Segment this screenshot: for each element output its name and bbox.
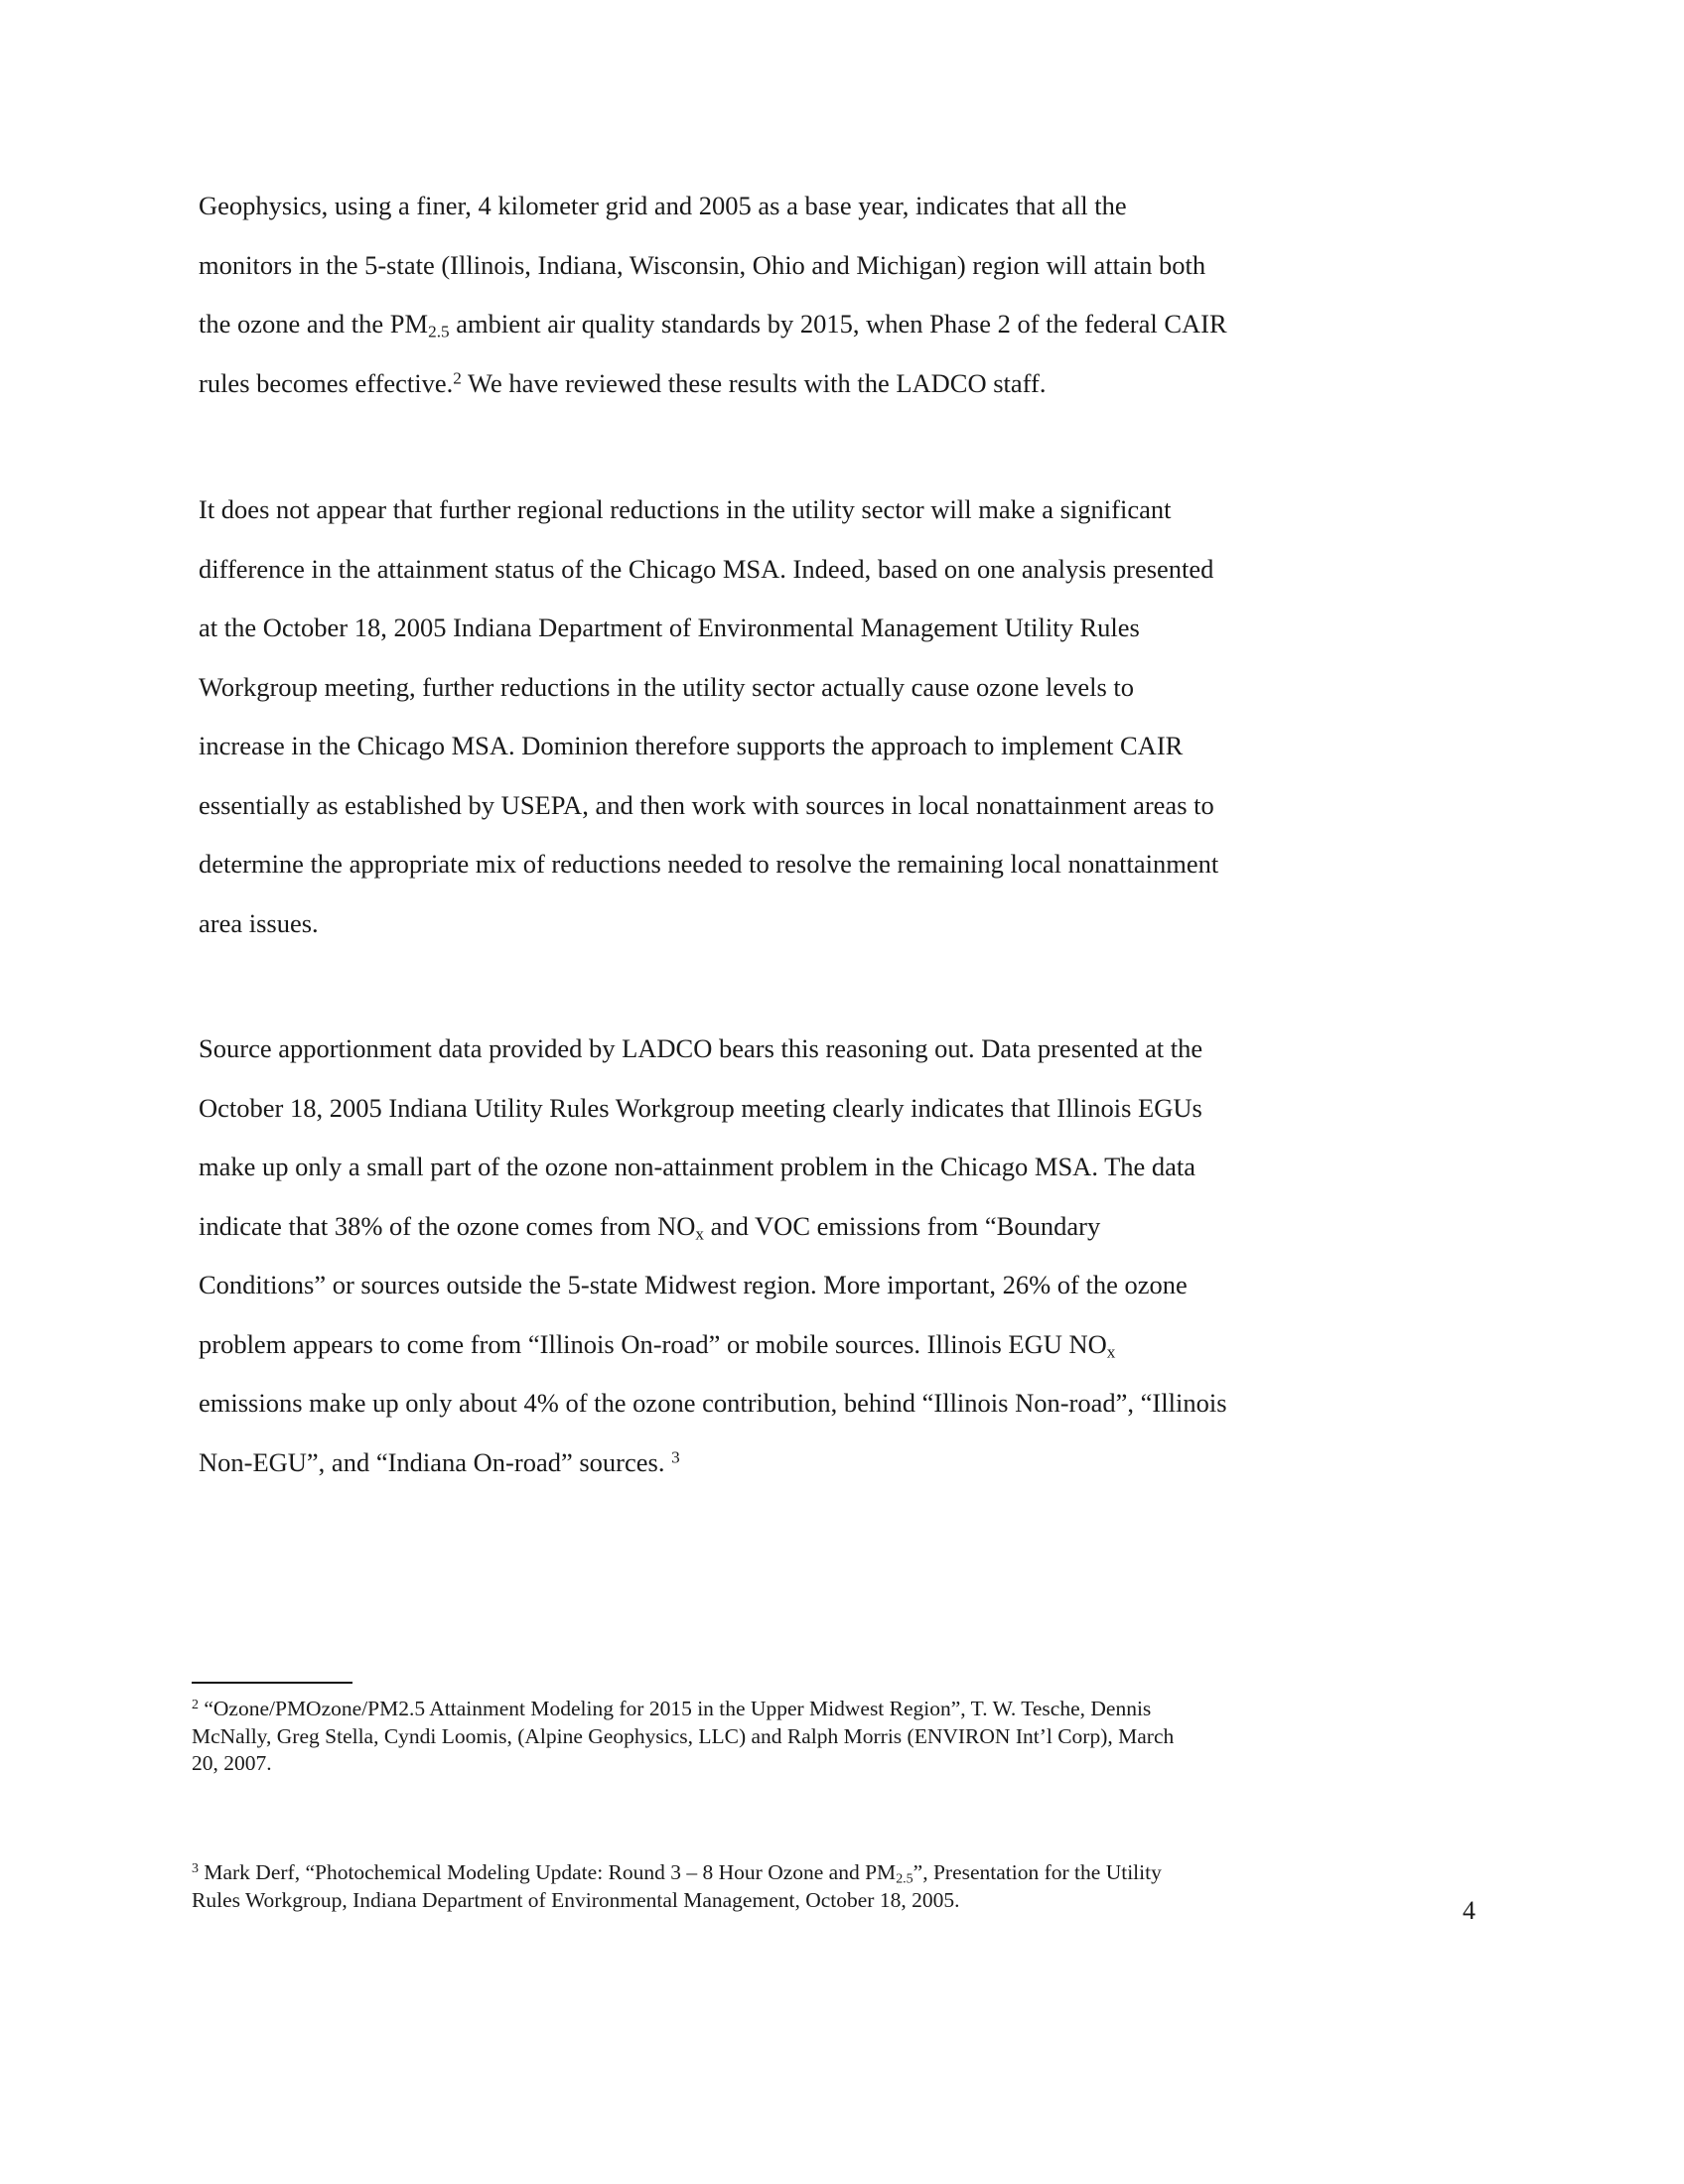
paragraph-modeling-results [199, 177, 1227, 413]
subscript: 2.5 [428, 322, 450, 341]
footnote-mark: 3 [192, 1861, 199, 1877]
text-line [199, 1197, 1227, 1257]
text: problem appears to come from “Illinois On-road” or mobile sources. Illinois EGU NO [199, 1328, 1107, 1359]
text-line: 20, 2007. [192, 1751, 272, 1775]
text-line: Rules Workgroup, Indiana Department of Environmental Management, October 18, 2005. [192, 1887, 960, 1912]
subscript: x [1106, 1341, 1116, 1361]
text-line: Workgroup meeting, further reductions in the utility sector actually cause ozone levels to [199, 671, 1135, 702]
text: the ozone and the PM [199, 309, 429, 339]
footnote-ref-3[interactable]: 3 [671, 1446, 680, 1466]
text: Mark Derf, “Photochemical Modeling Update: Round 3 – 8 Hour Ozone and PM [198, 1860, 897, 1884]
text: ”, Presentation for the Utility [912, 1860, 1162, 1884]
text-line [199, 354, 1227, 414]
text-line: at the October 18, 2005 Indiana Department of Environmental Management Utility Rules [199, 613, 1140, 642]
text-line: essentially as established by USEPA, and then work with sources in local nonattainment areas to [199, 789, 1214, 820]
footnote-2 [192, 1696, 1482, 1778]
text-line [192, 1859, 1482, 1887]
footnote-ref-2[interactable]: 2 [453, 367, 462, 387]
footnote-3 [192, 1859, 1482, 1914]
text-line [199, 295, 1227, 354]
text-line: monitors in the 5-state (Illinois, Indiana, Wisconsin, Ohio and Michigan) region will attain both [199, 249, 1206, 280]
text: indicate that 38% of the ozone comes from NO [199, 1210, 696, 1241]
text-line [192, 1696, 1482, 1723]
text: rules becomes effective. [199, 367, 454, 398]
subscript: x [695, 1223, 705, 1243]
text-line: make up only a small part of the ozone non-attainment problem in the Chicago MSA. The data [199, 1152, 1196, 1181]
text: ambient air quality standards by 2015, when Phase 2 of the federal CAIR [449, 309, 1227, 339]
text-line: determine the appropriate mix of reductions needed to resolve the remaining local nonattainment [199, 849, 1219, 879]
subscript: 2.5 [896, 1871, 913, 1887]
text-line [199, 1315, 1227, 1375]
text-line: Conditions” or sources outside the 5-state Midwest region. More important, 26% of the ozone [199, 1270, 1188, 1299]
text: “Ozone/PMOzone/PM2.5 Attainment Modeling for 2015 in the Upper Midwest Region”, T. W. Tesche, Dennis [198, 1697, 1152, 1720]
text-line: Source apportionment data provided by LADCO bears this reasoning out. Data presented at the [199, 1033, 1203, 1063]
text-line: Geophysics, using a finer, 4 kilometer grid and 2005 as a base year, indicates that all the [199, 191, 1127, 220]
text-line: difference in the attainment status of the Chicago MSA. Indeed, based on one analysis presented [199, 553, 1214, 584]
text-line [199, 1433, 1227, 1493]
text: Non-EGU”, and “Indiana On-road” sources. [199, 1446, 672, 1477]
text-line: emissions make up only about 4% of the ozone contribution, behind “Illinois Non-road”, “Illinois [199, 1388, 1227, 1418]
text-line: October 18, 2005 Indiana Utility Rules Workgroup meeting clearly indicates that Illinois EGUs [199, 1092, 1202, 1123]
paragraph-source-apportionment [199, 1020, 1227, 1492]
page-number: 4 [1463, 1896, 1475, 1925]
footnote-mark: 2 [192, 1698, 199, 1713]
paragraph-regional-reductions [199, 480, 1218, 953]
text-line: It does not appear that further regional reductions in the utility sector will make a significant [199, 494, 1172, 524]
text-line: increase in the Chicago MSA. Dominion therefore supports the approach to implement CAIR [199, 731, 1184, 760]
footnote-separator [192, 1682, 352, 1684]
text-line: McNally, Greg Stella, Cyndi Loomis, (Alpine Geophysics, LLC) and Ralph Morris (ENVIRON Int’l Corp), March [192, 1723, 1175, 1748]
text-line: area issues. [199, 907, 319, 938]
text: and VOC emissions from “Boundary [704, 1210, 1101, 1241]
text: We have reviewed these results with the LADCO staff. [461, 367, 1047, 398]
